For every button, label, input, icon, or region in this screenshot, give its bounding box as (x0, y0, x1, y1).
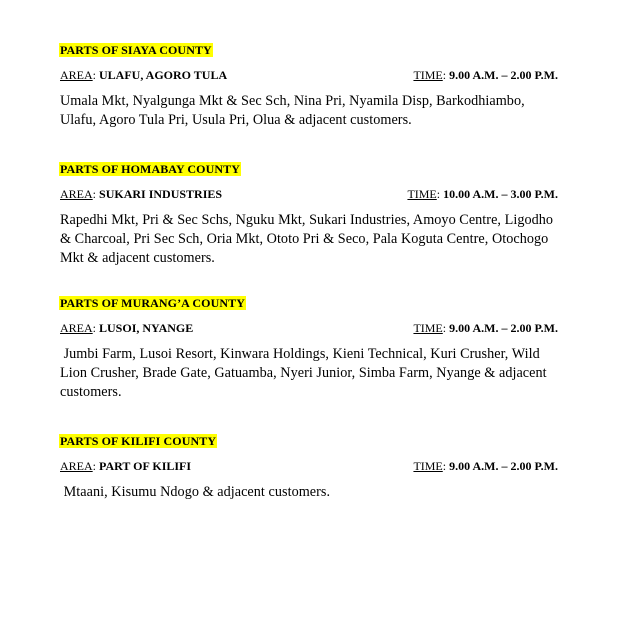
area-label: AREA (60, 321, 93, 335)
area-field: AREA: LUSOI, NYANGE (60, 321, 194, 335)
county-heading: PARTS OF MURANG’A COUNTY (60, 296, 245, 310)
time-field: TIME: 9.00 A.M. – 2.00 P.M. (413, 321, 558, 335)
area-value: SUKARI INDUSTRIES (99, 187, 223, 201)
area-time-row (60, 459, 560, 473)
time-field: TIME: 9.00 A.M. – 2.00 P.M. (413, 459, 558, 473)
section-siaya (60, 41, 560, 130)
area-field: AREA: PART OF KILIFI (60, 459, 192, 473)
area-value: LUSOI, NYANGE (99, 321, 194, 335)
area-label: AREA (60, 68, 93, 82)
county-heading: PARTS OF SIAYA COUNTY (60, 43, 212, 57)
time-label: TIME (413, 321, 443, 335)
time-value: 9.00 A.M. – 2.00 P.M. (449, 459, 558, 473)
time-label: TIME (413, 68, 443, 82)
section-kilifi (60, 432, 560, 502)
time-value: 9.00 A.M. – 2.00 P.M. (449, 68, 558, 82)
time-field: TIME: 10.00 A.M. – 3.00 P.M. (407, 187, 558, 201)
area-time-row (60, 321, 560, 335)
time-label: TIME (413, 459, 443, 473)
area-field: AREA: ULAFU, AGORO TULA (60, 68, 228, 82)
time-value: 10.00 A.M. – 3.00 P.M. (443, 187, 558, 201)
affected-areas: Mtaani, Kisumu Ndogo & adjacent customers. (60, 484, 331, 500)
area-label: AREA (60, 459, 93, 473)
area-field: AREA: SUKARI INDUSTRIES (60, 187, 223, 201)
time-value: 9.00 A.M. – 2.00 P.M. (449, 321, 558, 335)
affected-areas: Jumbi Farm, Lusoi Resort, Kinwara Holdings, Kieni Technical, Kuri Crusher, Wild Lion Crusher, Brade Gate, Gatuamba, Nyeri Junior, Simba Farm, Nyange & adjacent customers. (60, 346, 547, 400)
county-heading: PARTS OF HOMABAY COUNTY (60, 162, 240, 176)
section-muranga (60, 294, 560, 402)
area-value: PART OF KILIFI (99, 459, 192, 473)
time-label: TIME (407, 187, 437, 201)
county-heading: PARTS OF KILIFI COUNTY (60, 434, 217, 448)
section-homabay (60, 160, 560, 268)
affected-areas: Umala Mkt, Nyalgunga Mkt & Sec Sch, Nina Pri, Nyamila Disp, Barkodhiambo, Ulafu, Agoro Tula Pri, Usula Pri, Olua & adjacent customers. (60, 93, 525, 128)
affected-areas: Rapedhi Mkt, Pri & Sec Schs, Nguku Mkt, Sukari Industries, Amoyo Centre, Ligodho & Charcoal, Pri Sec Sch, Oria Mkt, Ototo Pri & Seco, Pala Koguta Centre, Otochogo Mkt & adjacent customers. (60, 212, 554, 266)
area-value: ULAFU, AGORO TULA (99, 68, 228, 82)
area-label: AREA (60, 187, 93, 201)
time-field: TIME: 9.00 A.M. – 2.00 P.M. (413, 68, 558, 82)
area-time-row (60, 68, 560, 82)
area-time-row (60, 187, 560, 201)
